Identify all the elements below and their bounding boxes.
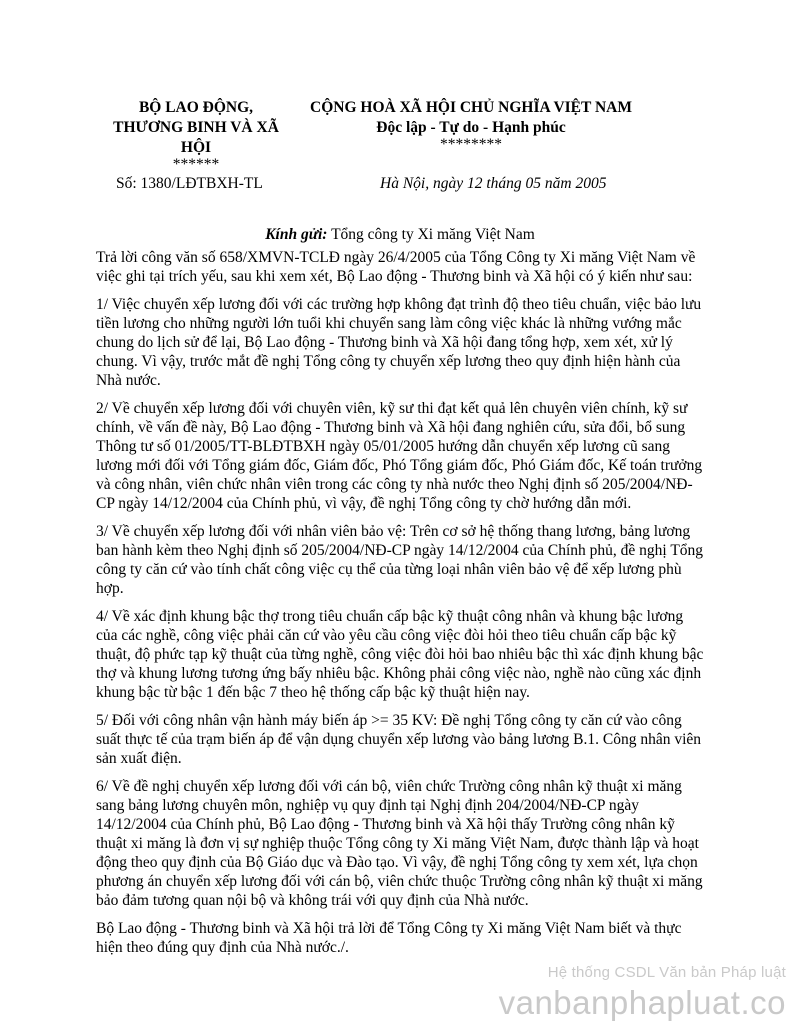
national-motto-header [296, 98, 646, 152]
agency-separator: ****** [172, 156, 220, 173]
motto-separator: ******** [440, 136, 502, 153]
body-paragraph: Trả lời công văn số 658/XMVN-TCLĐ ngày 26/4/2005 của Tổng Công ty Xi măng Việt Nam về việc ghi tại trích yếu, sau khi xem xét, Bộ Lao động - Thương binh và Xã hội có ý kiến như sau: [96, 249, 696, 285]
watermark-caption: Hệ thống CSDL Văn bản Pháp luật [547, 964, 786, 981]
recipient-label: Kính gửi: [265, 226, 328, 243]
document-number: Số: 1380/LĐTBXH-TL [116, 175, 263, 192]
document-date: Hà Nội, ngày 12 tháng 05 năm 2005 [380, 175, 607, 192]
motto: Độc lập - Tự do - Hạnh phúc [376, 119, 566, 136]
body-paragraph: 3/ Về chuyển xếp lương đối với nhân viên bảo vệ: Trên cơ sở hệ thống thang lương, bảng lương ban hành kèm theo Nghị định số 205/2004/NĐ-CP ngày 14/12/2004 của Chính phủ, đề nghị Tổng công ty căn cứ vào tính chất công việc cụ thể của từng loại nhân viên bảo vệ để xếp lương phù hợp. [96, 523, 704, 597]
agency-name-line: THƯƠNG BINH VÀ XÃ [113, 119, 279, 136]
recipient-line [96, 226, 704, 244]
body-paragraph: 5/ Đối với công nhân vận hành máy biến áp >= 35 KV: Đề nghị Tổng công ty căn cứ vào công suất thực tế của trạm biến áp để vận dụng chuyển xếp lương vào bảng lương B.1. Công nhân viên sản xuất điện. [96, 712, 702, 767]
body-paragraph: 1/ Việc chuyển xếp lương đối với các trường hợp không đạt trình độ theo tiêu chuẩn, việc bảo lưu tiền lương cho những người lớn tuổi khi chuyển sang làm công việc khác là những vướng mắc chung do lịch sử để lại, Bộ Lao động - Thương binh và Xã hội đang tổng hợp, xem xét, xử lý chung. Vì vậy, trước mắt đề nghị Tổng công ty chuyển xếp lương theo quy định hiện hành của Nhà nước. [96, 296, 702, 389]
issuing-agency-header [96, 98, 296, 172]
country-name: CỘNG HOÀ XÃ HỘI CHỦ NGHĨA VIỆT NAM [310, 99, 632, 116]
site-watermark [499, 963, 786, 1023]
body-paragraph: 4/ Về xác định khung bậc thợ trong tiêu chuẩn cấp bậc kỹ thuật công nhân và khung bậc lương của các nghề, công việc phải căn cứ vào yêu cầu công việc đòi hỏi theo tiêu chuẩn cấp bậc kỹ thuật, độ phức tạp kỹ thuật của từng nghề, công việc đòi hỏi bao nhiêu bậc thì xác định khung bậc thợ và khung lương tương ứng bấy nhiêu bậc. Không phải công việc nào, nghề nào cũng xác định khung bậc từ bậc 1 đến bậc 7 theo hệ thống cấp bậc kỹ thuật hiện nay. [96, 608, 704, 701]
body-paragraph: 6/ Về đề nghị chuyển xếp lương đối với cán bộ, viên chức Trường công nhân kỹ thuật xi măng sang bảng lương chuyên môn, nghiệp vụ quy định tại Nghị định 204/2004/NĐ-CP ngày 14/12/2004 của Chính phủ, Bộ Lao động - Thương binh và Xã hội thấy Trường công nhân kỹ thuật xi măng là đơn vị sự nghiệp thuộc Tổng công ty Xi măng Việt Nam, được thành lập và hoạt động theo quy định của Bộ Giáo dục và Đào tạo. Vì vậy, đề nghị Tổng công ty xem xét, lựa chọn phương án chuyển xếp lương đối với cán bộ, viên chức thuộc Trường công nhân kỹ thuật xi măng bảo đảm tương quan nội bộ và không trái với quy định của Nhà nước. [96, 778, 703, 909]
watermark-domain: vanbanphapluat.co [498, 984, 786, 1021]
agency-name-line: HỘI [180, 139, 212, 156]
letter-body [96, 248, 708, 966]
recipient-name: Tổng công ty Xi măng Việt Nam [331, 226, 535, 243]
body-paragraph: Bộ Lao động - Thương binh và Xã hội trả lời để Tổng Công ty Xi măng Việt Nam biết và thực hiện theo đúng quy định của Nhà nước./. [96, 920, 682, 956]
body-paragraph: 2/ Về chuyển xếp lương đối với chuyên viên, kỹ sư thi đạt kết quả lên chuyên viên chính, kỹ sư chính, về vấn đề này, Bộ Lao động - Thương binh và Xã hội đang nghiên cứu, sửa đổi, bổ sung Thông tư số 01/2005/TT-BLĐTBXH ngày 05/01/2005 hướng dẫn chuyển xếp lương cũ sang lương mới đối với Tổng giám đốc, Giám đốc, Phó Tổng giám đốc, Phó Giám đốc, Kế toán trưởng và công nhân, viên chức nhân viên trong các công ty nhà nước theo Nghị định số 205/2004/NĐ-CP ngày 14/12/2004 của Chính phủ, vì vậy, đề nghị Tổng công ty chờ hướng dẫn mới. [96, 400, 703, 512]
agency-name-line: BỘ LAO ĐỘNG, [138, 99, 254, 116]
